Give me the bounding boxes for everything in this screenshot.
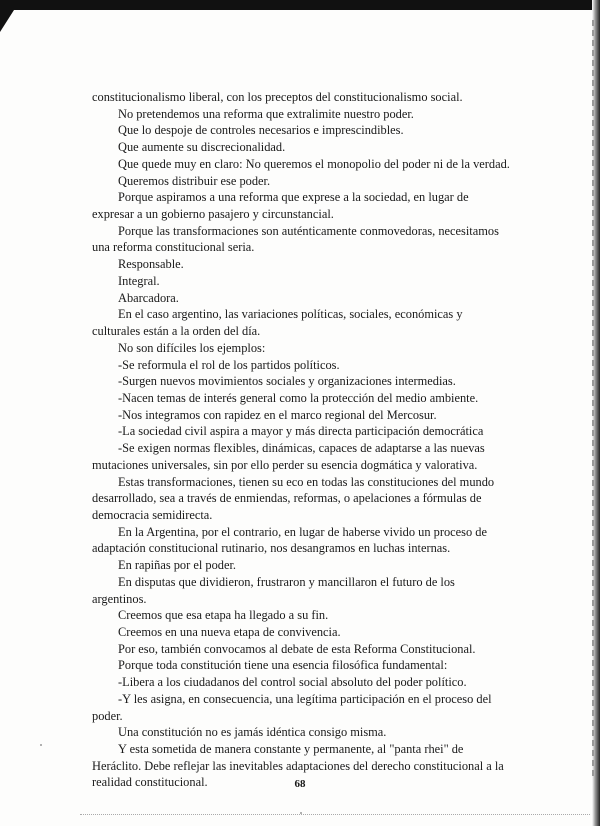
scan-speck bbox=[40, 744, 42, 746]
list-item: -Libera a los ciudadanos del control social absoluto del poder político. bbox=[118, 675, 467, 690]
paragraph: Que quede muy en claro: No queremos el monopolio del poder ni de la verdad. bbox=[118, 156, 510, 171]
paragraph: Queremos distribuir ese poder. bbox=[118, 173, 271, 188]
paragraph: Porque aspiramos a una reforma que exprese a la sociedad, en lugar de expresar a un gobierno pasajero y circunstancial. bbox=[92, 190, 469, 222]
paragraph: Abarcadora. bbox=[118, 290, 179, 305]
list-item: -Se reformula el rol de los partidos políticos. bbox=[118, 357, 340, 372]
paragraph: constitucionalismo liberal, con los preceptos del constitucionalismo social. bbox=[92, 90, 463, 104]
paragraph: Creemos que esa etapa ha llegado a su fin. bbox=[118, 608, 329, 623]
paragraph: En el caso argentino, las variaciones políticas, sociales, económicas y culturales están a la orden del día. bbox=[92, 307, 463, 339]
paragraph: Porque toda constitución tiene una esencia filosófica fundamental: bbox=[118, 658, 448, 673]
list-item: -Nacen temas de interés general como la protección del medio ambiente. bbox=[118, 390, 479, 405]
paragraph: Porque las transformaciones son auténticamente conmovedoras, necesitamos una reforma constitucional seria. bbox=[92, 223, 499, 255]
paragraph: Creemos en una nueva etapa de convivencia. bbox=[118, 625, 341, 639]
scan-speck bbox=[300, 812, 302, 814]
paragraph: Que aumente su discrecionalidad. bbox=[118, 140, 286, 155]
paragraph: En la Argentina, por el contrario, en lugar de haberse vivido un proceso de adaptación constitucional rutinario, nos desangramos en luchas internas. bbox=[92, 524, 487, 556]
list-item: -Se exigen normas flexibles, dinámicas, capaces de adaptarse a las nuevas mutaciones universales, sin por ello perder su esencia dogmática y valorativa. bbox=[92, 441, 485, 472]
paragraph: Por eso, también convocamos al debate de esta Reforma Constitucional. bbox=[118, 641, 476, 656]
paragraph: Una constitución no es jamás idéntica consigo misma. bbox=[118, 725, 387, 740]
paragraph: No pretendemos una reforma que extralimite nuestro poder. bbox=[118, 106, 414, 121]
paragraph: Estas transformaciones, tienen su eco en todas las constituciones del mundo desarrollado, sea a través de enmiendas, reformas, o apelaciones a fórmulas de democracia semidirecta. bbox=[92, 474, 495, 522]
scan-top-border bbox=[0, 0, 600, 10]
paragraph: En rapiñas por el poder. bbox=[118, 558, 237, 573]
body-text bbox=[92, 89, 512, 791]
paragraph: Que lo despoje de controles necesarios e imprescindibles. bbox=[118, 123, 404, 138]
paragraph: Integral. bbox=[118, 273, 160, 288]
list-item: -La sociedad civil aspira a mayor y más directa participación democrática bbox=[118, 424, 484, 439]
list-item: -Nos integramos con rapidez en el marco regional del Mercosur. bbox=[118, 407, 437, 422]
page-number: 68 bbox=[294, 778, 306, 790]
scan-bottom-edge bbox=[80, 814, 590, 816]
paragraph: No son difíciles los ejemplos: bbox=[118, 340, 266, 355]
list-item: -Surgen nuevos movimientos sociales y organizaciones intermedias. bbox=[118, 374, 456, 389]
paragraph: Y esta sometida de manera constante y permanente, al "panta rhei" de Heráclito. Debe reflejar las inevitables adaptaciones del derecho constitucional a la realidad constitucional. bbox=[92, 742, 504, 790]
paragraph: Responsable. bbox=[118, 257, 184, 272]
scan-right-rule bbox=[592, 20, 594, 780]
paragraph: En disputas que dividieron, frustraron y mancillaron el futuro de los argentinos. bbox=[92, 574, 455, 606]
list-item: -Y les asigna, en consecuencia, una legítima participación en el proceso del poder. bbox=[92, 691, 492, 723]
